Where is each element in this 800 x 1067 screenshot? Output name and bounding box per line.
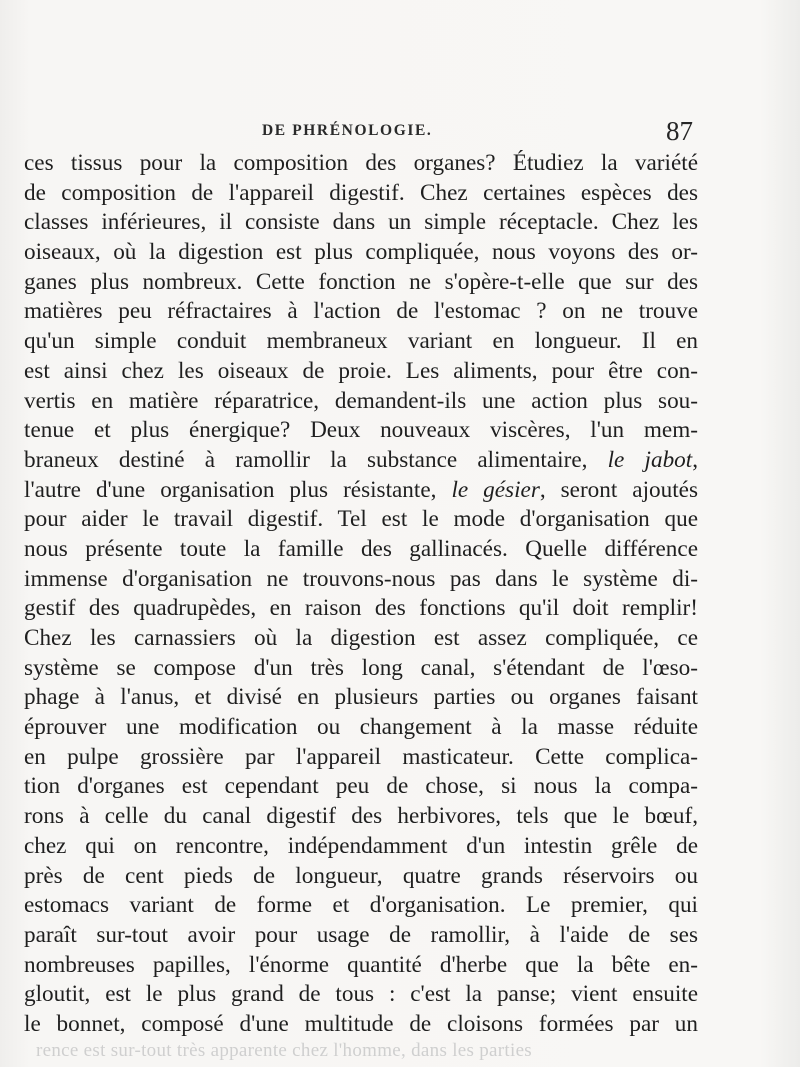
- text-line: système se compose d'un très long canal, s'étendant de l'œso-: [24, 654, 698, 681]
- text-line: nous présente toute la famille des gallinacés. Quelle différence: [24, 535, 698, 562]
- running-head: [0, 116, 800, 150]
- body-text: [24, 149, 698, 1040]
- text-segment: braneux destiné à ramollir la substance alimentaire,: [24, 446, 588, 473]
- text-line: ces tissus pour la composition des organes? Étudiez la variété: [24, 150, 698, 176]
- text-line: tenue et plus énergique? Deux nouveaux viscères, l'un mem-: [24, 417, 698, 444]
- text-line: est ainsi chez les oiseaux de proie. Les aliments, pour être con-: [24, 357, 698, 384]
- text-line: le bonnet, composé d'une multitude de cloisons formées par un: [24, 1010, 698, 1037]
- italic-term-gesier: le gésier: [451, 476, 540, 503]
- text-segment: ,: [692, 446, 698, 473]
- text-line: vertis en matière réparatrice, demandent-ils une action plus sou-: [24, 387, 698, 414]
- text-line-with-italic: [24, 446, 698, 476]
- text-line: oiseaux, où la digestion est plus compliquée, nous voyons des or-: [24, 239, 698, 266]
- text-line: classes inférieures, il consiste dans un simple réceptacle. Chez les: [24, 209, 698, 236]
- text-line-with-italic: [24, 476, 698, 506]
- text-line: paraît sur-tout avoir pour usage de ramollir, à l'aide de ses: [24, 921, 698, 948]
- text-segment: l'autre d'une organisation plus résistante,: [24, 476, 437, 503]
- text-line: tion d'organes est cependant peu de chose, si nous la compa-: [24, 773, 698, 800]
- text-line: nombreuses papilles, l'énorme quantité d'herbe que la bête en-: [24, 951, 698, 978]
- text-line: qu'un simple conduit membraneux variant en longueur. Il en: [24, 328, 698, 355]
- page-number: 87: [666, 116, 693, 146]
- text-line: chez qui on rencontre, indépendamment d'un intestin grêle de: [24, 832, 698, 859]
- text-line: de composition de l'appareil digestif. Chez certaines espèces des: [24, 179, 698, 206]
- text-line: en pulpe grossière par l'appareil masticateur. Cette complica-: [24, 743, 698, 770]
- text-line: phage à l'anus, et divisé en plusieurs parties ou organes faisant: [24, 684, 698, 711]
- running-title: DE PHRÉNOLOGIE.: [262, 122, 433, 139]
- text-line: pour aider le travail digestif. Tel est le mode d'organisation que: [24, 506, 698, 533]
- text-line: gestif des quadrupèdes, en raison des fonctions qu'il doit remplir!: [24, 595, 698, 622]
- text-line: Chez les carnassiers où la digestion est assez compliquée, ce: [24, 625, 698, 651]
- text-line: près de cent pieds de longueur, quatre grands réservoirs ou: [24, 862, 698, 889]
- text-line: rons à celle du canal digestif des herbivores, tels que le bœuf,: [24, 803, 698, 830]
- bleed-through-text: rence est sur-tout très apparente chez l'homme, dans les parties: [36, 1040, 532, 1061]
- text-line: gloutit, est le plus grand de tous : c'est la panse; vient ensuite: [24, 981, 698, 1008]
- text-line: immense d'organisation ne trouvons-nous pas dans le système di-: [24, 565, 698, 592]
- text-line: estomacs variant de forme et d'organisation. Le premier, qui: [24, 892, 698, 919]
- text-segment: , seront ajoutés: [539, 476, 698, 503]
- text-line: éprouver une modification ou changement à la masse réduite: [24, 714, 698, 741]
- text-line: ganes plus nombreux. Cette fonction ne s'opère-t-elle que sur des: [24, 268, 698, 295]
- text-line: matières peu réfractaires à l'action de l'estomac ? on ne trouve: [24, 298, 698, 325]
- italic-term-jabot: le jabot: [607, 446, 693, 473]
